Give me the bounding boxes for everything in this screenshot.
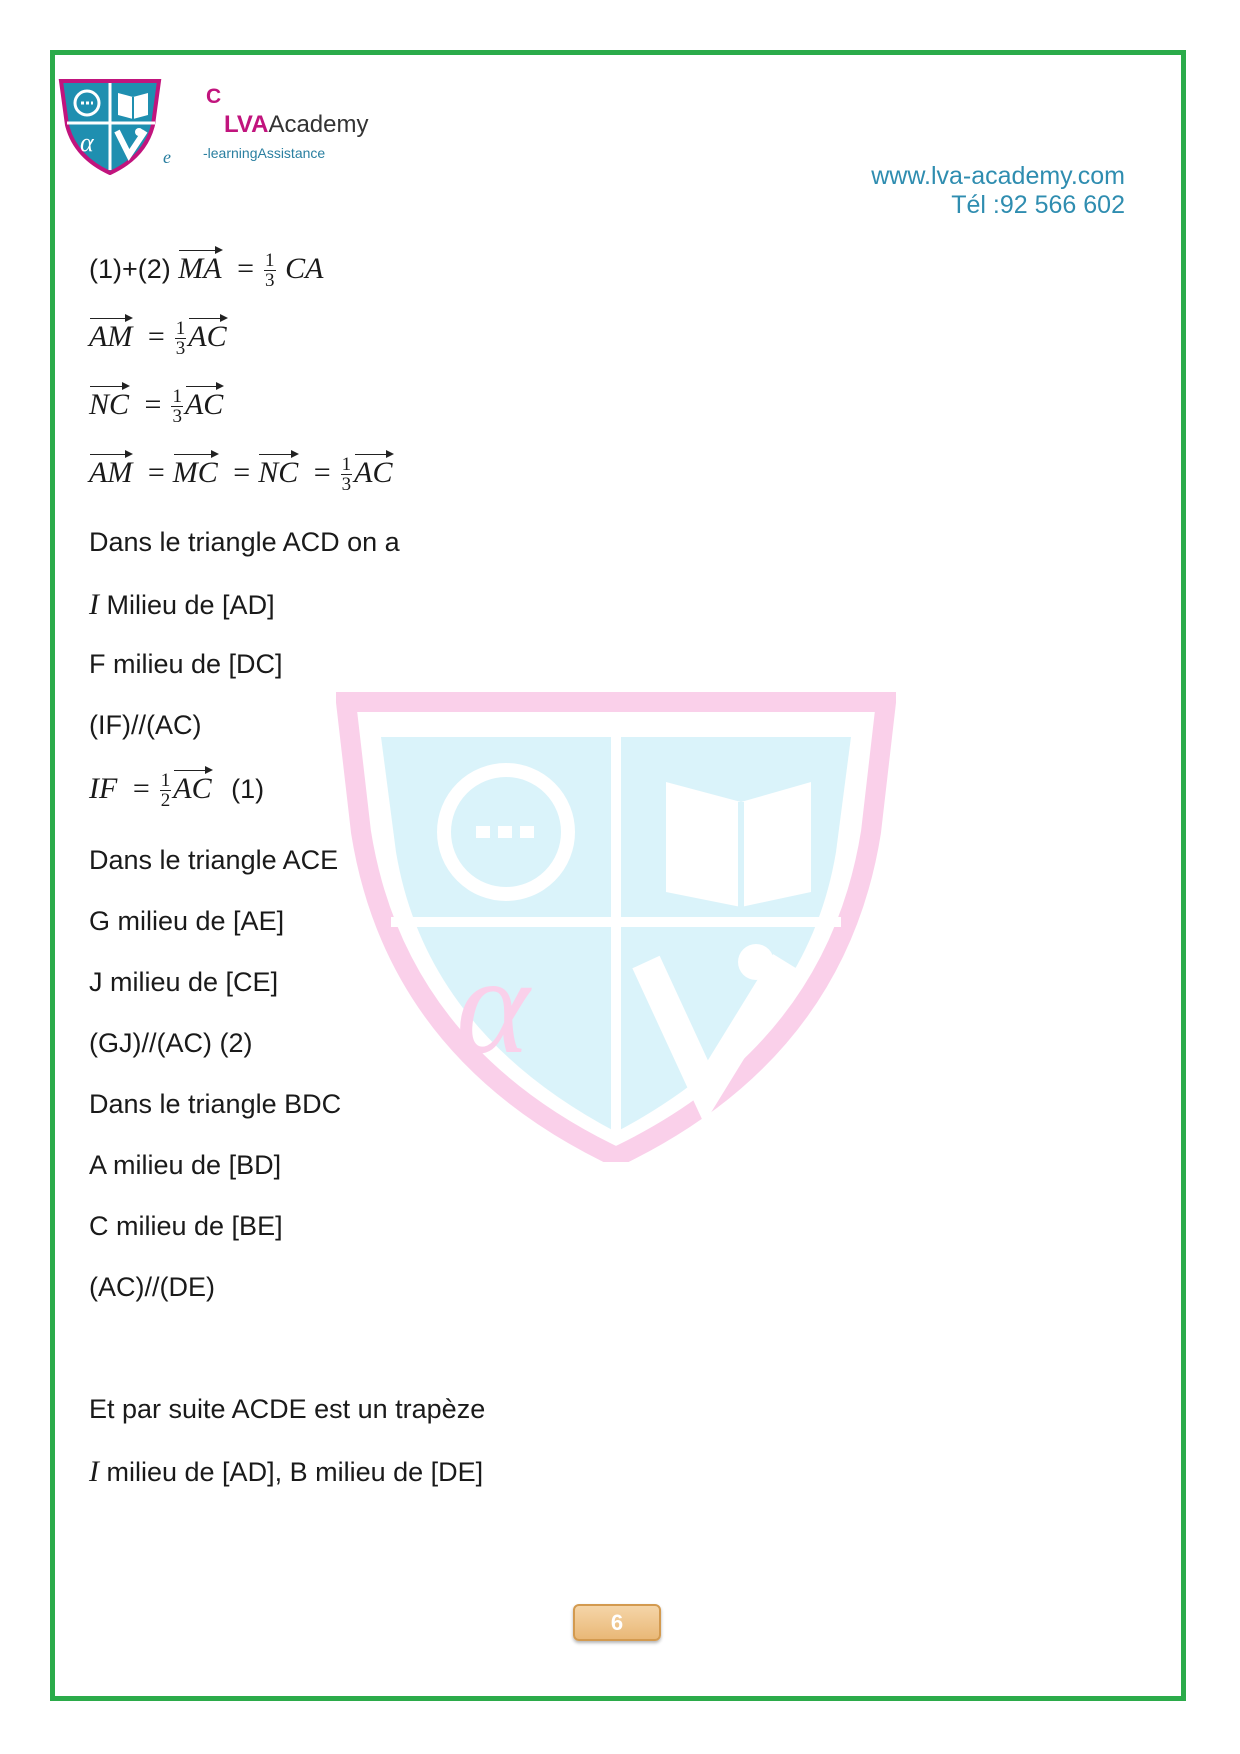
vector-ac: AC bbox=[354, 456, 393, 489]
text-line: C milieu de [BE] bbox=[89, 1211, 283, 1241]
equals-sign: = bbox=[147, 456, 165, 489]
equals-sign: = bbox=[237, 252, 255, 285]
svg-text:α: α bbox=[456, 928, 530, 1083]
watermark-shield-icon bbox=[336, 692, 896, 1162]
website-link[interactable]: www.lva-academy.com bbox=[871, 162, 1125, 190]
equals-sign: = bbox=[132, 772, 150, 805]
text-line: G milieu de [AE] bbox=[89, 906, 285, 936]
equals-sign: = bbox=[313, 456, 331, 489]
equation-ref-prefix: (1)+(2) bbox=[89, 254, 171, 284]
fraction: $\frac{1}{3}$ bbox=[175, 318, 186, 360]
phone-number: Tél :92 566 602 bbox=[951, 191, 1125, 219]
text-line: Dans le triangle BDC bbox=[89, 1089, 342, 1119]
text-line: F milieu de [DC] bbox=[89, 649, 283, 679]
vector-am: AM bbox=[89, 320, 133, 353]
brand-lva: LVA bbox=[224, 111, 269, 138]
fraction: $\frac{1}{3}$ bbox=[341, 454, 352, 496]
text-line: (GJ)//(AC) (2) bbox=[89, 1028, 253, 1058]
vector-ac: AC bbox=[173, 772, 212, 805]
vector-nc: NC bbox=[258, 456, 299, 489]
equation-line-3 bbox=[89, 386, 223, 426]
vector-ac: AC bbox=[184, 388, 224, 421]
term-ca: CA bbox=[285, 252, 324, 285]
logo-shield-icon bbox=[55, 75, 165, 175]
text-line: (AC)//(DE) bbox=[89, 1272, 215, 1302]
text-line: I milieu de [AD], B milieu de [DE] bbox=[89, 1455, 484, 1488]
page-number-badge: 6 bbox=[573, 1604, 661, 1641]
brand-academy: Academy bbox=[268, 111, 369, 138]
vector-ma: MA bbox=[178, 252, 222, 285]
equation-line-5 bbox=[89, 770, 264, 810]
brand-tagline: -learningAssistance bbox=[203, 145, 326, 161]
fraction: $\frac{1}{2}$ bbox=[160, 770, 171, 812]
equation-ref: (1) bbox=[231, 774, 265, 804]
term-if: IF bbox=[89, 772, 118, 805]
text-line: Dans le triangle ACE bbox=[89, 845, 339, 875]
text-line: A milieu de [BD] bbox=[89, 1150, 282, 1180]
text-line: J milieu de [CE] bbox=[89, 967, 279, 997]
vector-am: AM bbox=[89, 456, 133, 489]
brand-c: C bbox=[206, 85, 222, 108]
var-i: I bbox=[89, 588, 99, 621]
vector-nc: NC bbox=[89, 388, 130, 421]
equals-sign: = bbox=[144, 388, 162, 421]
text-line: Dans le triangle ACD on a bbox=[89, 527, 400, 557]
equation-line-2 bbox=[89, 318, 227, 358]
var-i: I bbox=[89, 1455, 99, 1488]
text-line: Et par suite ACDE est un trapèze bbox=[89, 1394, 486, 1424]
equals-sign: = bbox=[233, 456, 251, 489]
equation-line-1 bbox=[89, 250, 323, 290]
equation-line-4 bbox=[89, 454, 393, 494]
vector-ac: AC bbox=[188, 320, 227, 353]
text-line: I Milieu de [AD] bbox=[89, 588, 275, 621]
brand-e: e bbox=[163, 147, 171, 167]
fraction: $\frac{1}{3}$ bbox=[172, 386, 182, 428]
vector-mc: MC bbox=[172, 456, 218, 489]
text-line: (IF)//(AC) bbox=[89, 710, 202, 740]
fraction: $\frac{1}{3}$ bbox=[265, 250, 275, 292]
contact-block bbox=[871, 162, 1125, 220]
equals-sign: = bbox=[147, 320, 165, 353]
brand-name bbox=[224, 111, 368, 139]
svg-text:α: α bbox=[80, 128, 94, 157]
